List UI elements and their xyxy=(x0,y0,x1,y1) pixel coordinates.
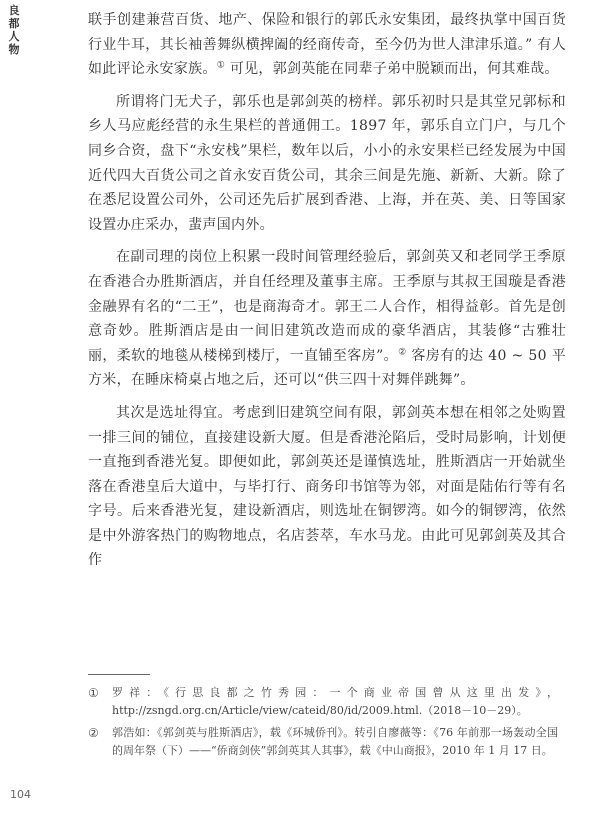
running-header-side-label xyxy=(6,4,22,56)
side-label-char: 都 xyxy=(8,17,20,30)
footnote-ref-2[interactable]: ② xyxy=(398,347,407,358)
footnote-1 xyxy=(88,684,558,720)
footnote-number: ① xyxy=(88,686,99,700)
side-label-char: 良 xyxy=(8,4,20,17)
footnote-text: 罗祥：《行思良都之竹秀园：一个商业帝国曾从这里出发》，http://zsngd.org.cn/Article/view/cateid/80/id/2009.html.（2018－10－29）。 xyxy=(112,686,558,717)
paragraph: 所谓将门无犬子，郭乐也是郭剑英的榜样。郭乐初时只是其堂兄郭标和乡人马应彪经营的永生果栏的普通佣工。1897 年，郭乐自立门户，与几个同乡合资，盘下“永安栈”果栏，数年以后，小小的永安果栏已经发展为中国近代四大百货公司之首永安百货公司，其余三间是先施、新新、大新。除了在悉尼设置公司外，公司还先后扩展到香港、上海，并在英、美、日等国家设置办庄采办，蜚声国内外。 xyxy=(88,93,566,233)
paragraph: 在副司理的岗位上积累一段时间管理经验后，郭剑英又和老同学王季原在香港合办胜斯酒店，并自任经理及董事主席。王季原与其叔王国璇是香港金融界有名的“二王”，也是商海奇才。郭王二人合作，相得益彰。首先是创意奇妙。胜斯酒店是由一间旧建筑改造而成的豪华酒店，其装修“古雅壮丽，柔软的地毯从楼梯到楼厅，一直铺至客房”。② 客房有的达 40 ~ 50 平方米，在睡床椅桌占地之后，还可以“供三四十对舞伴跳舞”。 xyxy=(88,249,566,389)
footnote-divider xyxy=(88,674,150,675)
paragraph: 其次是选址得宜。考虑到旧建筑空间有限，郭剑英本想在相邻之处购置一排三间的铺位，直接建设新大厦。但是香港沦陷后，受时局影响，计划便一直拖到香港光复。即便如此，郭剑英还是谨慎选址，胜斯酒店一开始就坐落在香港皇后大道中，与毕打行、商务印书馆等为邻，对面是陆佑行等有名字号。后来香港光复，建设新酒店，则选址在铜锣湾。如今的铜锣湾，依然是中外游客热门的购物地点，名店荟萃，车水马龙。由此可见郭剑英及其合作 xyxy=(88,404,566,569)
footnote-2 xyxy=(88,724,558,760)
footnotes xyxy=(88,684,558,764)
page-number: 104 xyxy=(10,788,31,801)
paragraph: 联手创建兼营百货、地产、保险和银行的郭氏永安集团，最终执掌中国百货行业牛耳，其长袖善舞纵横捭阖的经商传奇，至今仍为世人津津乐道。” 有人如此评论永安家族。① 可见，郭剑英能在同辈子弟中脱颖而出，何其难哉。 xyxy=(88,12,566,78)
footnote-text: 郭浩如：《郭剑英与胜斯酒店》，载《环城侨刊》。转引自廖薇等：《76 年前那一场轰动全国的周年祭（下）——“侨商剑侠”郭剑英其人其事》，载《中山商报》，2010 年 1 月 17 日。 xyxy=(112,726,558,757)
footnote-number: ② xyxy=(88,726,99,740)
footnote-ref-1[interactable]: ① xyxy=(216,60,226,71)
side-label-char: 人 xyxy=(8,30,20,43)
body-text xyxy=(88,8,566,581)
side-label-char: 物 xyxy=(8,43,20,56)
